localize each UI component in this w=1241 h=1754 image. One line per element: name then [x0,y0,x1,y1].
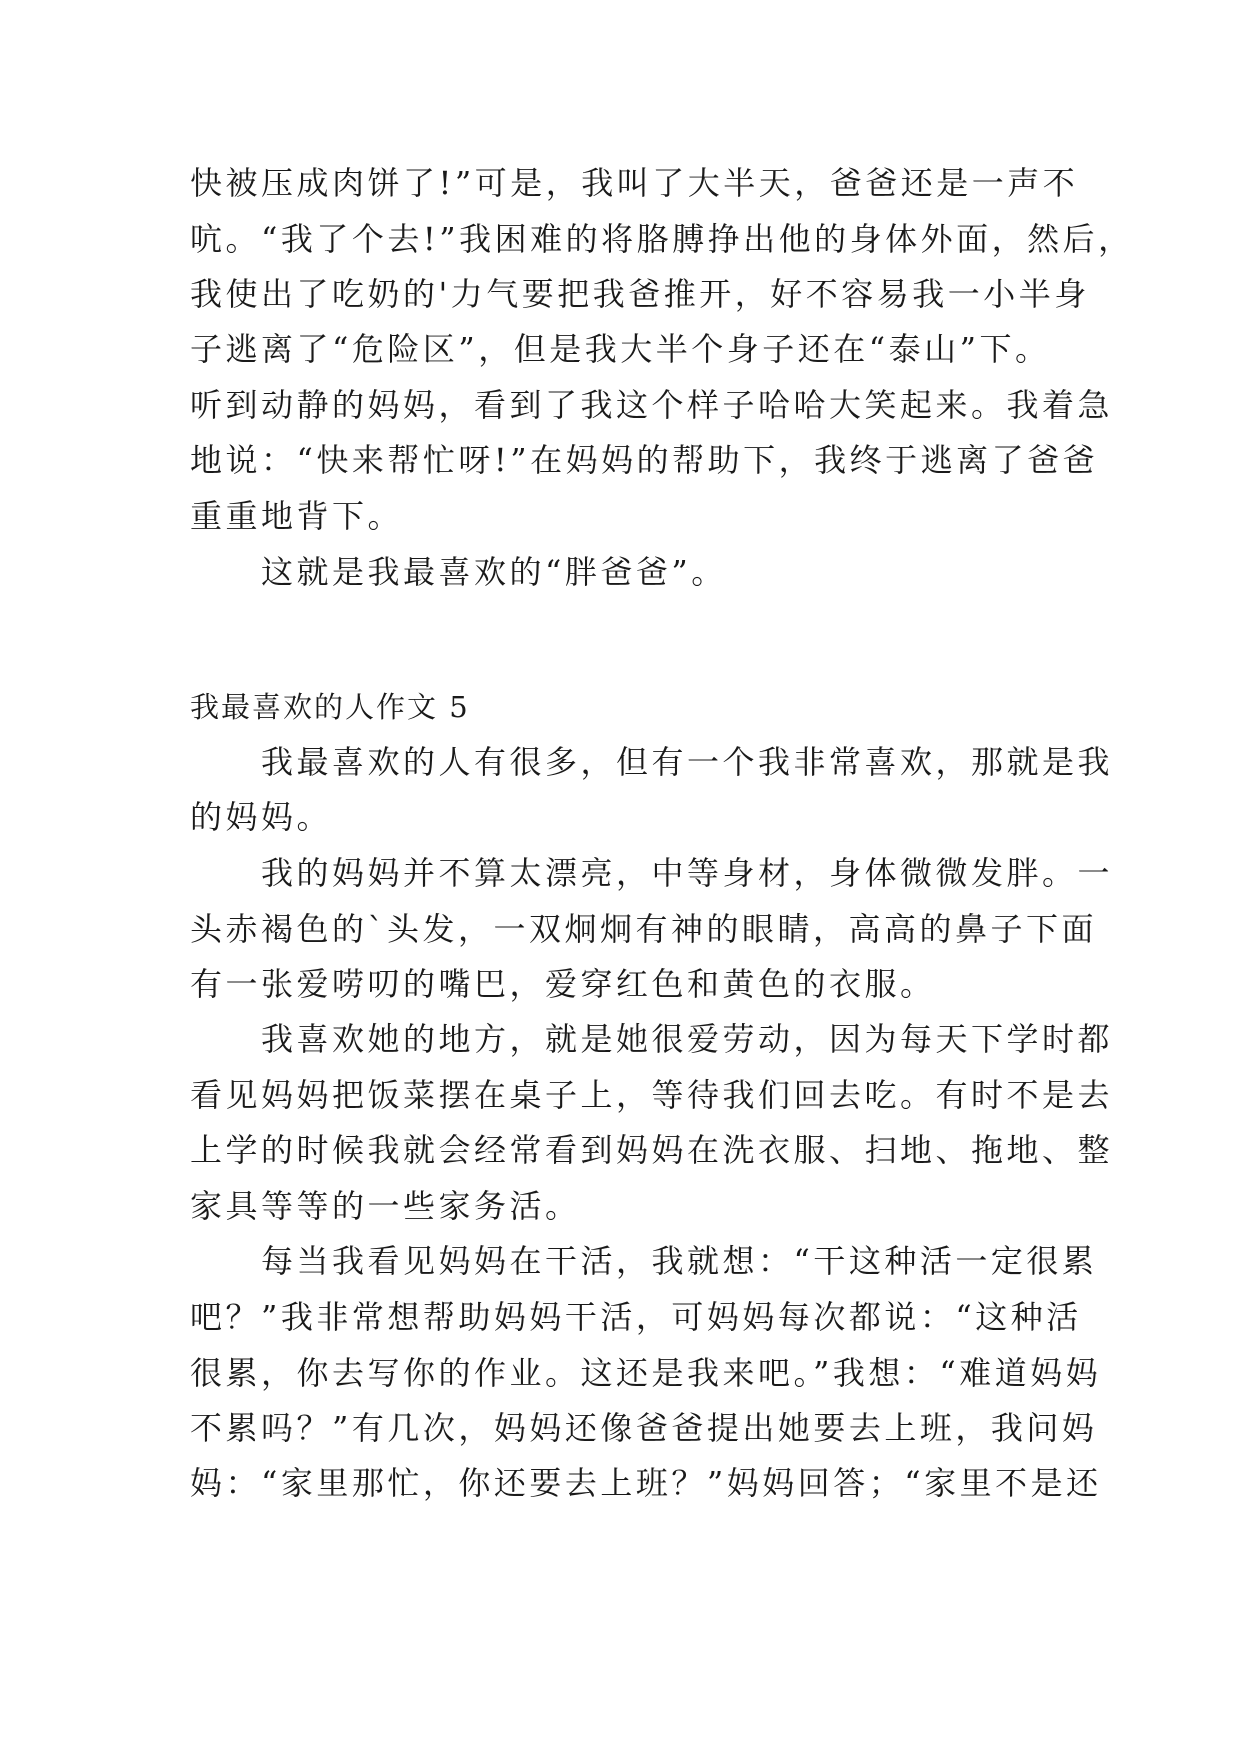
text-line: 很累，你去写你的作业。这还是我来吧。”我想：“难道妈妈 [190,1354,1102,1392]
text-line: 不累吗？”有几次，妈妈还像爸爸提出她要去上班，我问妈 [190,1409,1098,1447]
text-line: 妈：“家里那忙，你还要去上班？”妈妈回答；“家里不是还 [190,1464,1102,1502]
text-line: 我使出了吃奶的'力气要把我爸推开，好不容易我一小半身 [190,275,1090,313]
text-line: 地说：“快来帮忙呀!”在妈妈的帮助下，我终于逃离了爸爸 [190,441,1099,479]
text-line: 吧？”我非常想帮助妈妈干活，可妈妈每次都说：“这种活 [190,1298,1082,1336]
text-line: 上学的时候我就会经常看到妈妈在洗衣服、扫地、拖地、整 [190,1131,1114,1169]
text-line: 我的妈妈并不算太漂亮，中等身材，身体微微发胖。一 [190,854,1114,892]
text-line: 的妈妈。 [190,798,333,836]
text-line: 这就是我最喜欢的“胖爸爸”。 [190,553,727,591]
text-line: 快被压成肉饼了!”可是，我叫了大半天，爸爸还是一声不 [190,164,1079,202]
text-line: 我喜欢她的地方，就是她很爱劳动，因为每天下学时都 [190,1020,1114,1058]
text-line: 家具等等的一些家务活。 [190,1187,581,1225]
section-heading: 我最喜欢的人作文 5 [190,690,470,724]
text-line: 头赤褐色的`头发，一双炯炯有神的眼睛，高高的鼻子下面 [190,910,1098,948]
text-line: 看见妈妈把饭菜摆在桌子上，等待我们回去吃。有时不是去 [190,1076,1114,1114]
text-line: 我最喜欢的人有很多，但有一个我非常喜欢，那就是我 [190,743,1114,781]
text-line: 重重地背下。 [190,497,404,535]
text-line: 每当我看见妈妈在干活，我就想：“干这种活一定很累 [190,1242,1098,1280]
text-line: 吭。“我了个去!”我困难的将胳膊挣出他的身体外面，然后， [190,220,1134,258]
text-line: 有一张爱唠叨的嘴巴，爱穿红色和黄色的衣服。 [190,965,936,1003]
text-line: 听到动静的妈妈，看到了我这个样子哈哈大笑起来。我着急 [190,386,1114,424]
text-line: 子逃离了“危险区”，但是我大半个身子还在“泰山”下。 [190,330,1051,368]
